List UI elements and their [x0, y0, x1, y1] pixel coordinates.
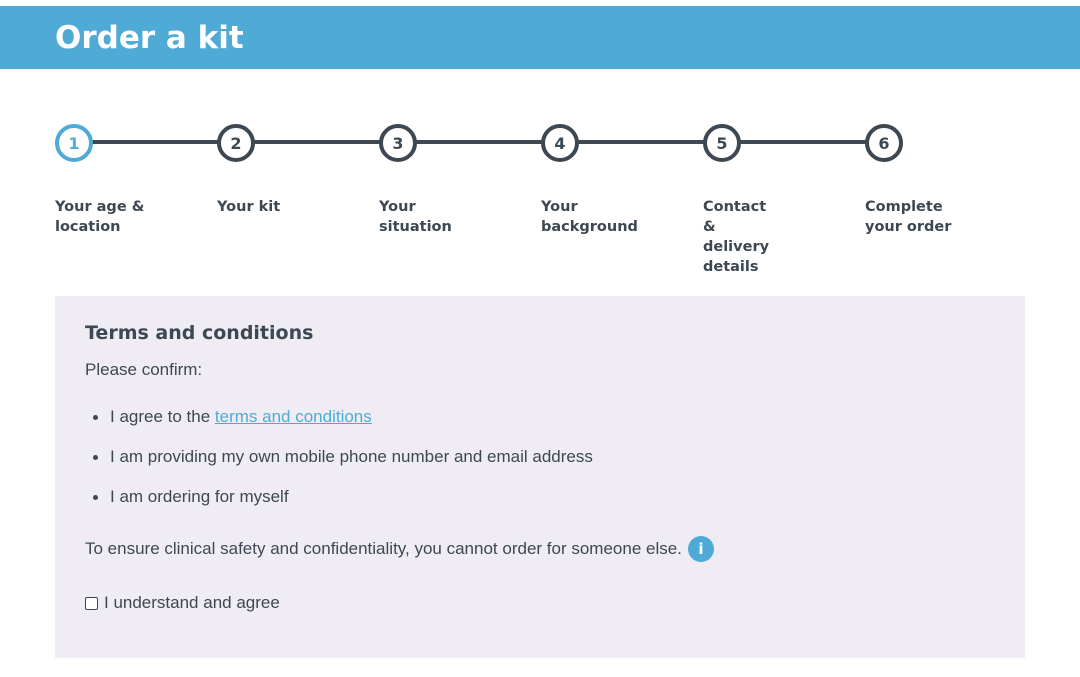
confirm-intro: Please confirm: — [85, 360, 203, 379]
list-item — [85, 446, 593, 486]
step-3-label[interactable]: Your situation — [379, 199, 452, 235]
step-2-label[interactable]: Your kit — [217, 199, 281, 215]
safety-note — [85, 536, 714, 562]
step-6-label[interactable]: Complete your order — [865, 199, 952, 235]
terms-link[interactable]: terms and conditions — [214, 407, 372, 426]
agree-checkbox-row[interactable] — [85, 592, 280, 614]
terms-item-prefix: I agree to the — [110, 407, 215, 426]
info-icon[interactable]: i — [688, 536, 714, 562]
terms-panel — [55, 296, 1025, 658]
step-1-label[interactable]: Your age & location — [55, 199, 145, 235]
agree-label[interactable]: I understand and agree — [104, 593, 280, 612]
progress-stepper — [0, 0, 1080, 280]
agree-checkbox[interactable] — [85, 597, 98, 610]
terms-list — [85, 406, 593, 526]
step-5-circle[interactable]: 5 — [703, 124, 741, 162]
step-1-circle[interactable]: 1 — [55, 124, 93, 162]
list-item — [85, 486, 593, 526]
step-3-circle[interactable]: 3 — [379, 124, 417, 162]
bullet — [93, 415, 98, 420]
list-item — [85, 406, 593, 446]
bullet — [93, 495, 98, 500]
step-4-label[interactable]: Your background — [541, 199, 638, 235]
step-4-circle[interactable]: 4 — [541, 124, 579, 162]
safety-note-text: To ensure clinical safety and confidentiality, you cannot order for someone else. — [85, 539, 682, 558]
step-6-circle[interactable]: 6 — [865, 124, 903, 162]
terms-heading: Terms and conditions — [85, 322, 314, 344]
stepper-track — [73, 140, 883, 144]
terms-item-text: I am ordering for myself — [110, 487, 289, 506]
terms-item-text: I am providing my own mobile phone number and email address — [110, 447, 593, 466]
page-title: Order a kit — [55, 20, 244, 56]
step-5-label[interactable]: Contact & delivery details — [703, 199, 770, 275]
step-2-circle[interactable]: 2 — [217, 124, 255, 162]
bullet — [93, 455, 98, 460]
